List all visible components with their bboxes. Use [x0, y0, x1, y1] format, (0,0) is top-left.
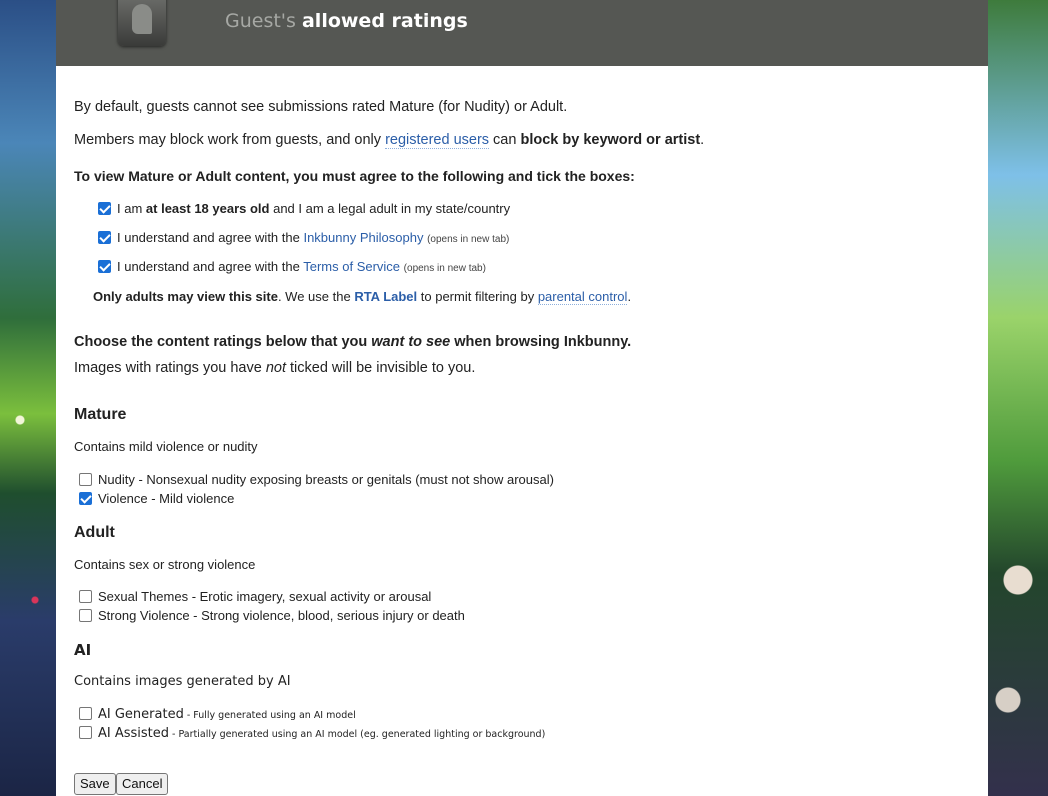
- intro-line-1: [74, 99, 567, 115]
- choose-heading: [74, 334, 631, 350]
- mature-violence-label: Violence - Mild violence: [98, 491, 235, 506]
- choose-heading-em: want to see: [371, 334, 451, 350]
- philosophy-new-tab-note: (opens in new tab): [427, 234, 510, 245]
- page-title-prefix: Guest's: [225, 10, 296, 32]
- mature-nudity-checkbox[interactable]: [79, 473, 92, 486]
- agree-age-post: and I am a legal adult in my state/country: [269, 201, 511, 216]
- ai-assisted-label: AI Assisted: [98, 726, 170, 741]
- intro-line-1-text: By default, guests cannot see submissions rated Mature (for Nudity) or Adult.: [74, 99, 568, 115]
- mature-violence-checkbox[interactable]: [79, 492, 92, 505]
- ai-assisted-note: - Partially generated using an AI model (eg. generated lighting or background): [169, 729, 546, 740]
- ai-description: Contains images generated by AI: [74, 674, 291, 689]
- registered-users-link[interactable]: registered users: [385, 132, 490, 148]
- agree-age-pre: I am: [117, 201, 146, 216]
- adults-only-notice: [93, 289, 631, 304]
- choose-heading-post: when browsing Inkbunny.: [450, 334, 632, 350]
- background-art-right: [988, 0, 1048, 796]
- ai-generated-note: - Fully generated using an AI model: [183, 710, 356, 721]
- agree-philosophy-pre: I understand and agree with the: [117, 230, 304, 245]
- choose-heading-pre: Choose the content ratings below that you: [74, 334, 372, 350]
- cancel-button[interactable]: Cancel: [116, 773, 168, 795]
- agreement-heading: To view Mature or Adult content, you must agree to the following and tick the boxes:: [74, 168, 635, 184]
- adult-sexual-themes-label: Sexual Themes - Erotic imagery, sexual activity or arousal: [98, 589, 432, 604]
- adults-only-mid: . We use the: [277, 289, 355, 304]
- agree-age-bold: at least 18 years old: [145, 201, 270, 216]
- page-header: [56, 0, 988, 66]
- parental-control-link[interactable]: parental control: [537, 289, 628, 304]
- avatar-icon: [132, 4, 152, 34]
- intro-line-2-pre: Members may block work from guests, and only: [74, 132, 386, 148]
- inkbunny-philosophy-link[interactable]: Inkbunny Philosophy: [303, 230, 424, 245]
- choose-subtext: [74, 360, 475, 376]
- adult-description: Contains sex or strong violence: [74, 557, 256, 572]
- terms-of-service-link[interactable]: Terms of Service: [303, 259, 401, 274]
- save-button[interactable]: Save: [74, 773, 116, 795]
- ai-assisted-row[interactable]: [79, 726, 545, 741]
- page-title: [225, 10, 468, 32]
- agree-age-checkbox[interactable]: [98, 202, 111, 215]
- agree-tos-row: [98, 259, 486, 274]
- agree-tos-checkbox[interactable]: [98, 260, 111, 273]
- choose-subtext-pre: Images with ratings you have: [74, 360, 266, 376]
- tos-new-tab-note: (opens in new tab): [403, 263, 486, 274]
- adults-only-end: .: [627, 289, 632, 304]
- ai-section-title: AI: [74, 641, 92, 659]
- mature-description: Contains mild violence or nudity: [74, 439, 258, 454]
- adult-strong-violence-label: Strong Violence - Strong violence, blood, serious injury or death: [98, 608, 465, 623]
- adult-sexual-themes-row[interactable]: [79, 589, 431, 604]
- ai-generated-row[interactable]: [79, 707, 356, 722]
- agree-philosophy-row: [98, 230, 509, 245]
- agree-philosophy-checkbox[interactable]: [98, 231, 111, 244]
- choose-subtext-post: ticked will be invisible to you.: [286, 360, 476, 376]
- ai-assisted-checkbox[interactable]: [79, 726, 92, 739]
- settings-panel: [56, 0, 988, 796]
- choose-subtext-em: not: [265, 360, 286, 376]
- intro-line-2: [74, 132, 704, 148]
- agree-tos-pre: I understand and agree with the: [117, 259, 304, 274]
- adults-only-mid2: to permit filtering by: [417, 289, 538, 304]
- adult-strong-violence-row[interactable]: [79, 608, 465, 623]
- mature-nudity-label: Nudity - Nonsexual nudity exposing breasts or genitals (must not show arousal): [98, 472, 554, 487]
- mature-section-title: Mature: [74, 406, 127, 423]
- intro-line-2-end: .: [700, 132, 705, 148]
- mature-nudity-row[interactable]: [79, 472, 554, 487]
- ai-generated-label: AI Generated: [98, 707, 184, 722]
- ai-generated-checkbox[interactable]: [79, 707, 92, 720]
- adult-section-title: Adult: [74, 524, 115, 541]
- adult-strong-violence-checkbox[interactable]: [79, 609, 92, 622]
- rta-label-link[interactable]: RTA Label: [354, 289, 418, 304]
- adult-sexual-themes-checkbox[interactable]: [79, 590, 92, 603]
- intro-line-2-mid: can: [489, 132, 521, 148]
- adults-only-bold: Only adults may view this site: [93, 289, 278, 304]
- guest-avatar: [118, 0, 166, 46]
- mature-violence-row[interactable]: [79, 491, 234, 506]
- page-title-main: allowed ratings: [301, 10, 468, 32]
- agree-age-row: [98, 201, 510, 216]
- intro-line-2-bold: block by keyword or artist: [520, 132, 701, 148]
- background-art-left: [0, 0, 56, 796]
